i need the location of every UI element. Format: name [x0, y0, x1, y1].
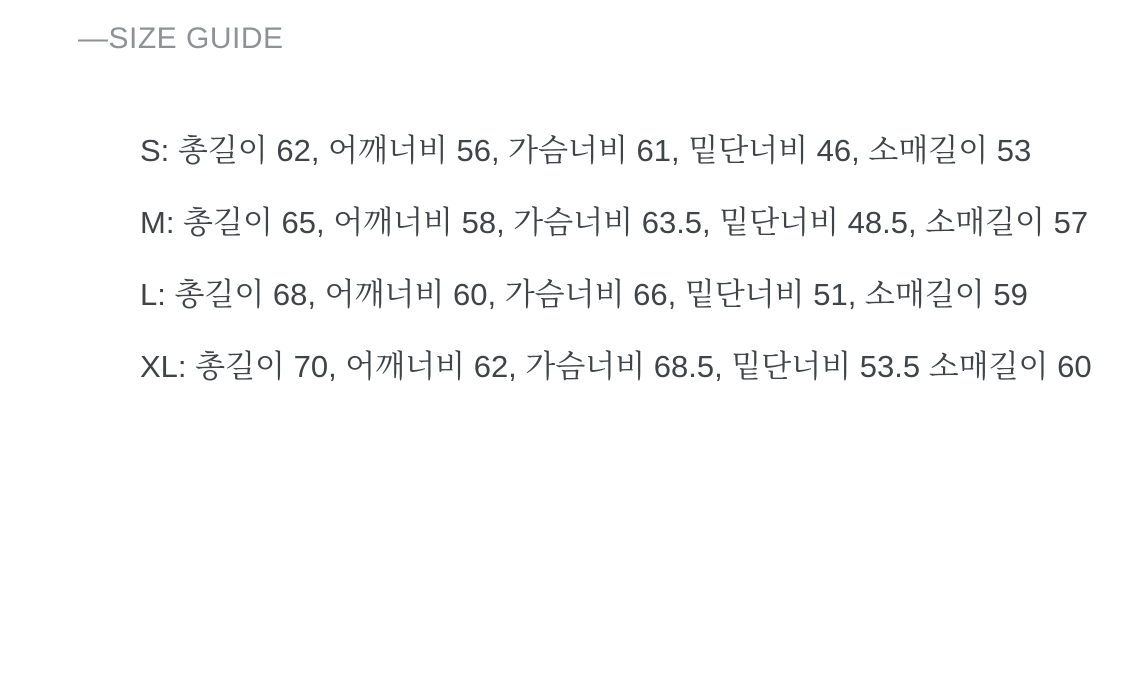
- list-item: S: 총길이 62, 어깨너비 56, 가슴너비 61, 밑단너비 46, 소매길이 53: [140, 133, 1032, 168]
- size-guide-list: [140, 120, 1100, 398]
- list-item: M: 총길이 65, 어깨너비 58, 가슴너비 63.5, 밑단너비 48.5, 소매길이 57: [140, 205, 1089, 240]
- section-heading: —SIZE GUIDE: [78, 22, 284, 55]
- list-item: L: 총길이 68, 어깨너비 60, 가슴너비 66, 밑단너비 51, 소매길이 59: [140, 277, 1028, 312]
- list-item: XL: 총길이 70, 어깨너비 62, 가슴너비 68.5, 밑단너비 53.5 소매길이 60: [140, 349, 1092, 384]
